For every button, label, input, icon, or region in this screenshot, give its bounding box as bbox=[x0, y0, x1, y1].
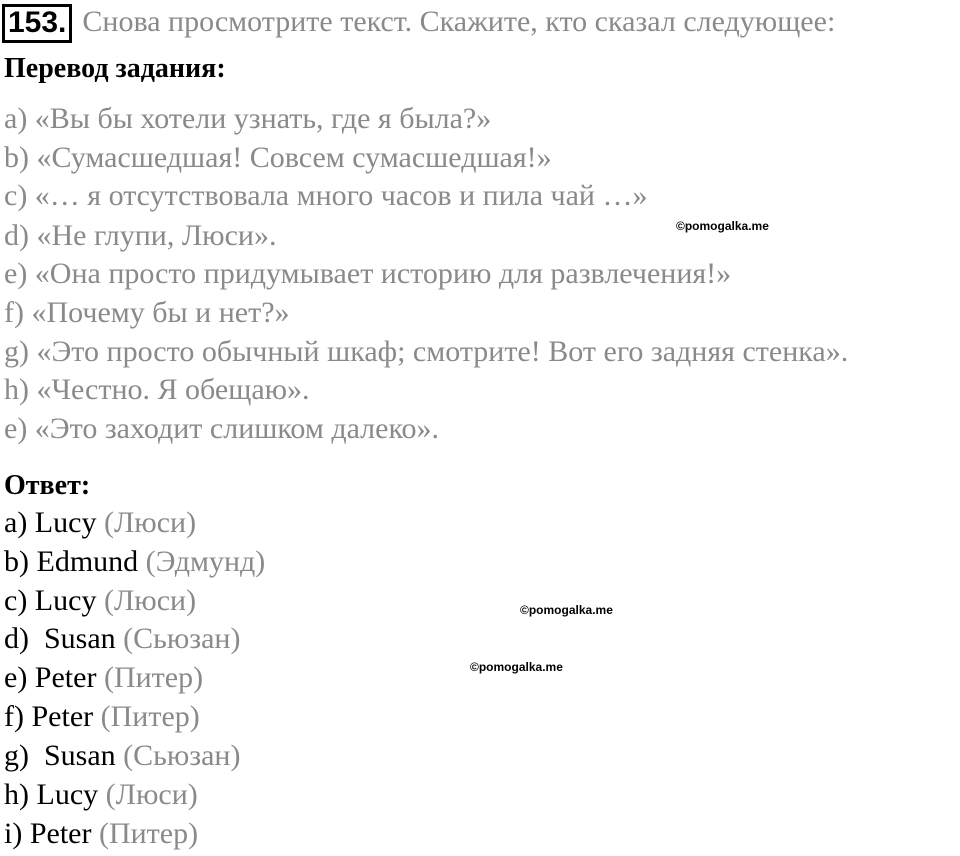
task-header bbox=[2, 4, 835, 43]
quote-a: a) «Вы бы хотели узнать, где я была?» bbox=[4, 102, 492, 135]
quote-f: f) «Почему бы и нет?» bbox=[4, 296, 290, 329]
answer-row bbox=[4, 583, 196, 619]
answer-name: c) Lucy bbox=[4, 584, 97, 617]
answer-translation: (Сьюзан) bbox=[123, 622, 241, 655]
answer-translation: (Питер) bbox=[100, 700, 200, 733]
answer-translation: (Питер) bbox=[103, 661, 204, 694]
answer-name: b) Edmund bbox=[4, 545, 139, 578]
quote-g: g) «Это просто обычный шкаф; смотрите! Вот его задняя стенка». bbox=[4, 335, 849, 368]
quote-e2: e) «Это заходит слишком далеко». bbox=[4, 412, 439, 445]
task-number: 153. bbox=[2, 4, 72, 43]
answer-name: a) Lucy bbox=[4, 506, 97, 539]
quote-e: e) «Она просто придумывает историю для развлечения!» bbox=[4, 257, 732, 290]
answer-name: h) Lucy bbox=[4, 778, 99, 811]
answer-row bbox=[4, 699, 200, 735]
answer-translation: (Сьюзан) bbox=[123, 739, 241, 772]
answer-name: i) Peter bbox=[4, 817, 92, 850]
quote-c: c) «… я отсутствовала много часов и пила чай …» bbox=[4, 179, 648, 212]
quote-d: d) «Не глупи, Люси». bbox=[4, 219, 277, 252]
task-instruction: Снова просмотрите текст. Скажите, кто сказал следующее: bbox=[82, 5, 836, 38]
translation-heading: Перевод задания: bbox=[4, 53, 226, 84]
answer-name: d) Susan bbox=[4, 622, 116, 655]
watermark: ©pomogalka.me bbox=[676, 219, 769, 233]
answer-name: g) Susan bbox=[4, 739, 116, 772]
answer-heading: Ответ: bbox=[4, 470, 91, 501]
answer-row bbox=[4, 777, 198, 813]
answer-row bbox=[4, 621, 240, 657]
quote-h: h) «Честно. Я обещаю». bbox=[4, 373, 310, 406]
answer-translation: (Питер) bbox=[98, 817, 199, 850]
answer-translation: (Люси) bbox=[103, 506, 197, 539]
answer-row bbox=[4, 660, 203, 696]
answer-row bbox=[4, 544, 265, 580]
watermark: ©pomogalka.me bbox=[470, 660, 563, 674]
quote-b: b) «Сумасшедшая! Совсем сумасшедшая!» bbox=[4, 141, 552, 174]
answer-translation: (Люси) bbox=[105, 778, 198, 811]
answer-row bbox=[4, 816, 198, 852]
answer-translation: (Люси) bbox=[103, 584, 197, 617]
answer-row bbox=[4, 505, 196, 541]
answer-translation: (Эдмунд) bbox=[145, 545, 266, 578]
answer-name: f) Peter bbox=[4, 700, 94, 733]
watermark: ©pomogalka.me bbox=[520, 603, 613, 617]
answer-name: e) Peter bbox=[4, 661, 97, 694]
answer-row bbox=[4, 738, 240, 774]
